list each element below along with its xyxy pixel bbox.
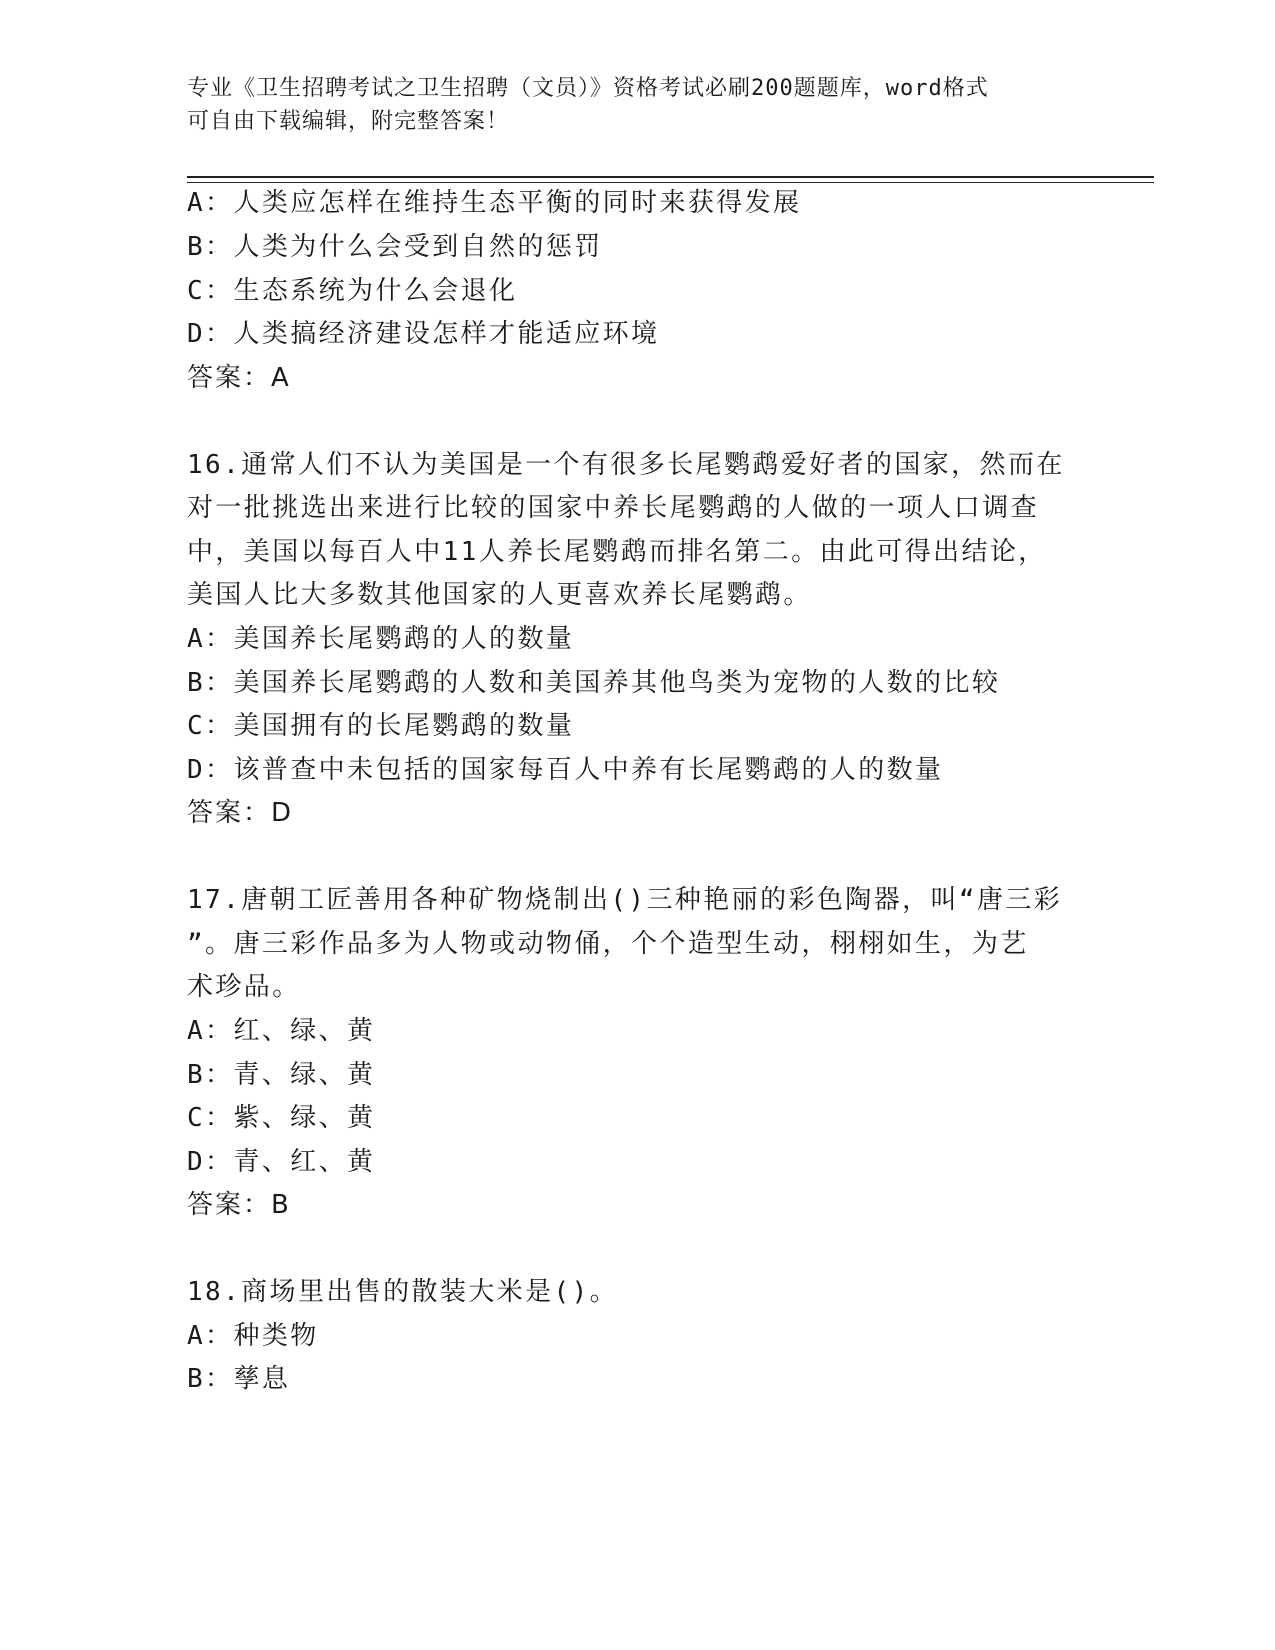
q16-option-b: B：美国养长尾鹦鹉的人数和美国养其他鸟类为宠物的人数的比较 [187, 668, 1001, 698]
q15-option-b: B：人类为什么会受到自然的惩罚 [187, 232, 603, 262]
q15-option-c: C：生态系统为什么会退化 [187, 276, 518, 306]
q17-answer: 答案：B [187, 1190, 291, 1220]
q17-option-a: A：红、绿、黄 [187, 1016, 376, 1046]
document-header [187, 72, 1087, 138]
q16-option-a: A：美国养长尾鹦鹉的人的数量 [187, 624, 575, 654]
q18-option-a: A：种类物 [187, 1321, 319, 1351]
q15-option-a: A：人类应怎样在维持生态平衡的同时来获得发展 [187, 188, 802, 218]
header-title-line: 专业《卫生招聘考试之卫生招聘（文员）》资格考试必刷200题题库，word格式 [187, 76, 989, 101]
q17-stem-line-3: 术珍品。 [187, 972, 301, 1002]
q16-option-c: C：美国拥有的长尾鹦鹉的数量 [187, 711, 575, 741]
q16-stem-line-1: 16.通常人们不认为美国是一个有很多长尾鹦鹉爱好者的国家，然而在 [187, 450, 1065, 480]
q15-option-d: D：人类搞经济建设怎样才能适应环境 [187, 319, 660, 349]
header-divider-thin [187, 182, 1154, 183]
q16-stem-line-3: 中，美国以每百人中11人养长尾鹦鹉而排名第二。由此可得出结论， [187, 537, 1047, 567]
q17-stem-line-2: ”。唐三彩作品多为人物或动物俑，个个造型生动，栩栩如生，为艺 [187, 929, 1029, 959]
q18-option-b: B：孳息 [187, 1364, 291, 1394]
q17-option-c: C：紫、绿、黄 [187, 1103, 376, 1133]
q16-stem-line-2: 对一批挑选出来进行比较的国家中养长尾鹦鹉的人做的一项人口调查 [187, 493, 1040, 523]
q17-option-d: D：青、红、黄 [187, 1147, 376, 1177]
q17-option-b: B：青、绿、黄 [187, 1060, 376, 1090]
q17-stem-line-1: 17.唐朝工匠善用各种矿物烧制出()三种艳丽的彩色陶器，叫“唐三彩 [187, 885, 1063, 915]
q15-answer: 答案：A [187, 363, 291, 393]
header-subtitle-line: 可自由下载编辑，附完整答案！ [187, 109, 510, 134]
q18-stem-line-1: 18.商场里出售的散装大米是()。 [187, 1277, 619, 1307]
q16-option-d: D：该普查中未包括的国家每百人中养有长尾鹦鹉的人的数量 [187, 755, 944, 785]
q16-stem-line-4: 美国人比大多数其他国家的人更喜欢养长尾鹦鹉。 [187, 580, 812, 610]
header-divider-thick [187, 176, 1154, 178]
q16-answer: 答案：D [187, 798, 294, 828]
